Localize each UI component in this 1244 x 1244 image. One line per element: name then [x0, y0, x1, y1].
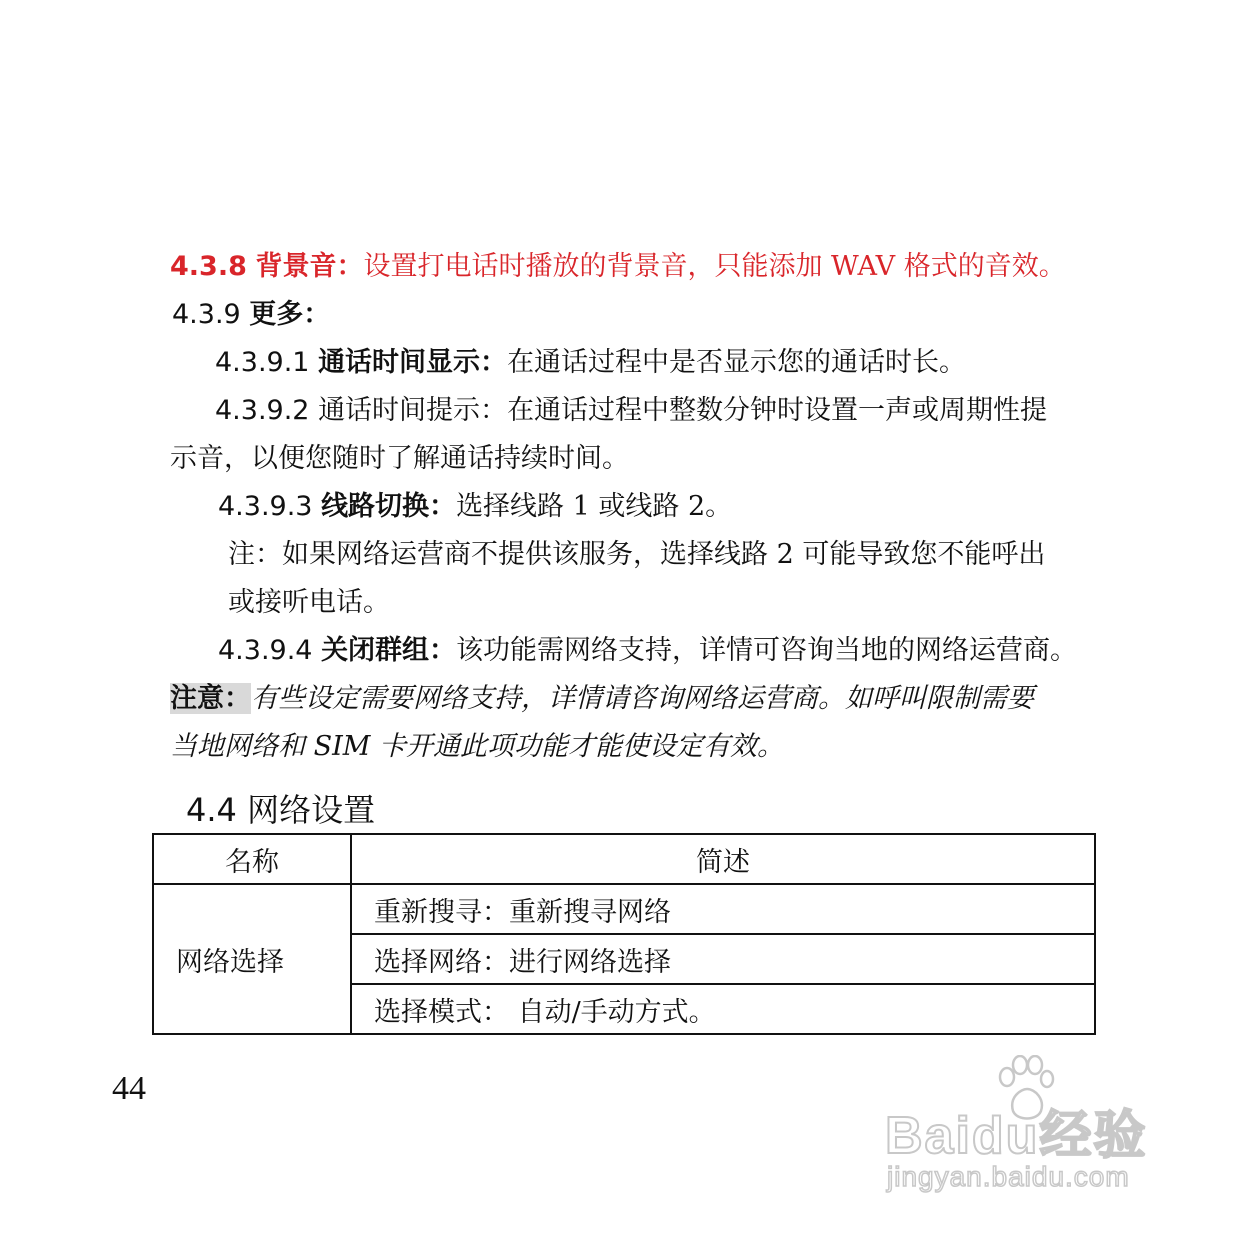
section-number: 4.3.9.2: [215, 395, 310, 426]
attention-label: 注意：: [170, 683, 251, 714]
section-title: 线路切换：: [321, 491, 457, 522]
section-4-3-9: [172, 298, 330, 332]
section-number: 4.3.9.4: [218, 635, 313, 666]
table-header-desc: 简述: [351, 834, 1095, 884]
table-row: [153, 884, 1095, 934]
section-number: 4.3.9.1: [215, 347, 310, 378]
table-header-name: 名称: [153, 834, 351, 884]
note-line-1: 注：如果网络运营商不提供该服务，选择线路 2 可能导致您不能呼出: [228, 539, 1046, 570]
section-title: 更多：: [249, 299, 331, 330]
section-title: 关闭群组：: [321, 635, 457, 666]
page-number: 44: [112, 1070, 146, 1107]
section-4-3-8: [170, 250, 1066, 284]
section-title: 通话时间显示：: [318, 347, 508, 378]
note-line-2: 或接听电话。: [228, 587, 390, 618]
section-title: 背景音：: [255, 251, 364, 282]
section-4-3-9-2-cont: 示音，以便您随时了解通话持续时间。: [170, 443, 629, 474]
table-cell-name: 网络选择: [153, 884, 351, 1034]
attention-line-2: 当地网络和 SIM 卡开通此项功能才能使设定有效。: [170, 731, 784, 762]
table-header-row: [153, 834, 1095, 884]
section-4-4-heading: 4.4 网络设置: [186, 791, 376, 829]
table-cell-desc: 重新搜寻：重新搜寻网络: [351, 884, 1095, 934]
section-text: 该功能需网络支持，详情可咨询当地的网络运营商。: [456, 635, 1078, 666]
section-4-3-9-2: [215, 394, 1047, 428]
section-text: 在通话过程中整数分钟时设置一声或周期性提: [507, 395, 1048, 426]
attention-text: 有些设定需要网络支持，详情请咨询网络运营商。如呼叫限制需要: [251, 683, 1034, 714]
section-title: 通话时间提示：: [318, 395, 508, 426]
table-cell-desc: 选择模式： 自动/手动方式。: [351, 984, 1095, 1034]
section-4-3-9-1: [215, 346, 966, 380]
table-cell-desc: 选择网络：进行网络选择: [351, 934, 1095, 984]
section-4-3-9-3: [218, 490, 732, 524]
section-number: 4.3.9: [172, 299, 241, 330]
watermark-logo: Baidu经验: [885, 1107, 1148, 1165]
section-text: 选择线路 1 或线路 2。: [456, 491, 733, 522]
section-text: 设置打电话时播放的背景音，只能添加 WAV 格式的音效。: [363, 251, 1066, 282]
watermark-url: jingyan.baidu.com: [887, 1161, 1130, 1192]
attention-line-1: [170, 682, 1034, 716]
section-number: 4.3.9.3: [218, 491, 313, 522]
section-number: 4.3.8: [170, 251, 247, 282]
baidu-watermark: [885, 1055, 1175, 1205]
network-settings-table: [152, 833, 1096, 1035]
section-4-3-9-4: [218, 634, 1077, 668]
section-text: 在通话过程中是否显示您的通话时长。: [507, 347, 967, 378]
